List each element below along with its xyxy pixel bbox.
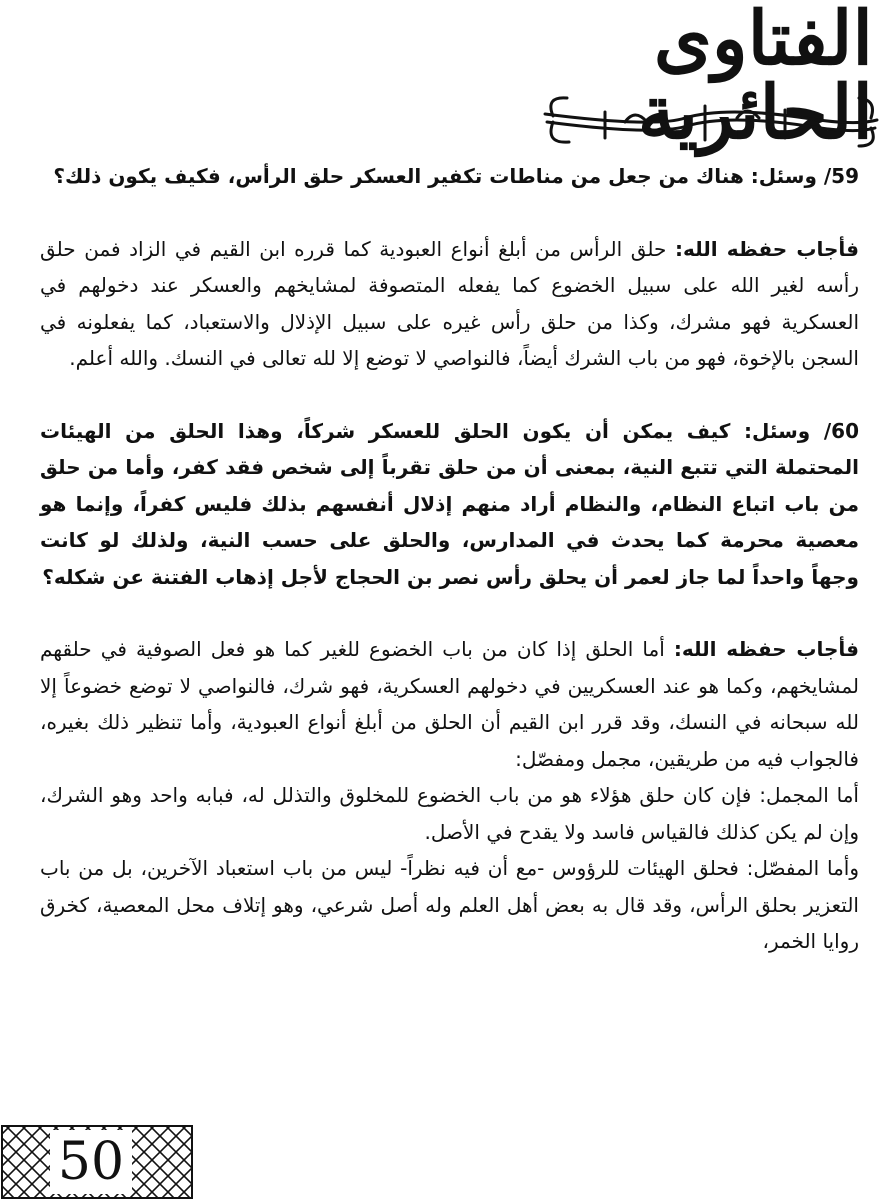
answer-59 [40, 231, 859, 377]
answer-60 [40, 631, 859, 777]
page-number: 50 [50, 1130, 132, 1194]
title-flourish-ornament [475, 92, 895, 152]
answer-text: حلق الرأس من أبلغ أنواع العبودية كما قرره ابن القيم في الزاد فمن حلق رأسه لغير الله على سبيل الخضوع كما يفعله المتصوفة لمشايخهم والعسكر عند دخولهم في العسكرية فهو مشرك، وكذا من حلق رأس غيره على سبيل الإذلال والاستعباد، كما يفعلونه في السجن بالإخوة، فهو من باب الشرك أيضاً، فالنواصي لا توضع إلا لله تعالى في النسك. والله أعلم. [40, 236, 859, 370]
paragraph-detailed: وأما المفصّل: فحلق الهيئات للرؤوس -مع أن فيه نظراً- ليس من باب استعباد الآخرين، بل من باب التعزير بحلق الرأس، وقد قال به بعض أهل العلم وله أصل شرعي، وهو إتلاف محل المعصية، كخرق روايا الخمر، [40, 856, 859, 953]
page-footer [0, 1120, 210, 1200]
page-header [475, 0, 895, 156]
page-body [40, 158, 859, 960]
answer-label: فأجاب حفظه الله: [673, 637, 859, 661]
question-60: 60/ وسئل: كيف يمكن أن يكون الحلق للعسكر شركاً، وهذا الحلق من الهيئات المحتملة التي تتبع النية، بمعنى أن من حلق تقرباً إلى شخص فقد كفر، وأما من حلق من باب اتباع النظام، والنظام أراد منهم إذلال أنفسهم بذلك فليس كفراً، وإنما هو معصية محرمة كما يحدث في المدارس، والحلق على حسب النية، ولذلك لو كانت وجهاً واحداً لما جاز لعمر أن يحلق رأس نصر بن الحجاج لأجل إذهاب الفتنة عن شكله؟ [40, 418, 859, 589]
question-59: 59/ وسئل: هناك من جعل من مناطات تكفير العسكر حلق الرأس، فكيف يكون ذلك؟ [53, 164, 859, 188]
paragraph-general: أما المجمل: فإن كان حلق هؤلاء هو من باب الخضوع للمخلوق والتذلل له، فبابه واحد وهو الشرك، وإن لم يكن كذلك فالقياس فاسد ولا يقدح في الأصل. [40, 783, 859, 844]
answer-text: أما الحلق إذا كان من باب الخضوع للغير كما هو فعل الصوفية في حلقهم لمشايخهم، وكما هو عند العسكريين في دخولهم العسكرية، فهو شرك، فالنواصي لا توضع خضوعاً إلا لله سبحانه في النسك، وقد قرر ابن القيم أن الحلق من أبلغ أنواع العبودية، وأما تنظير ذلك بغيره، فالجواب فيه من طريقين، مجمل ومفصّل: [40, 637, 859, 771]
book-title: الفتاوى الحائرية [637, 0, 873, 156]
answer-label: فأجاب حفظه الله: [674, 236, 859, 261]
